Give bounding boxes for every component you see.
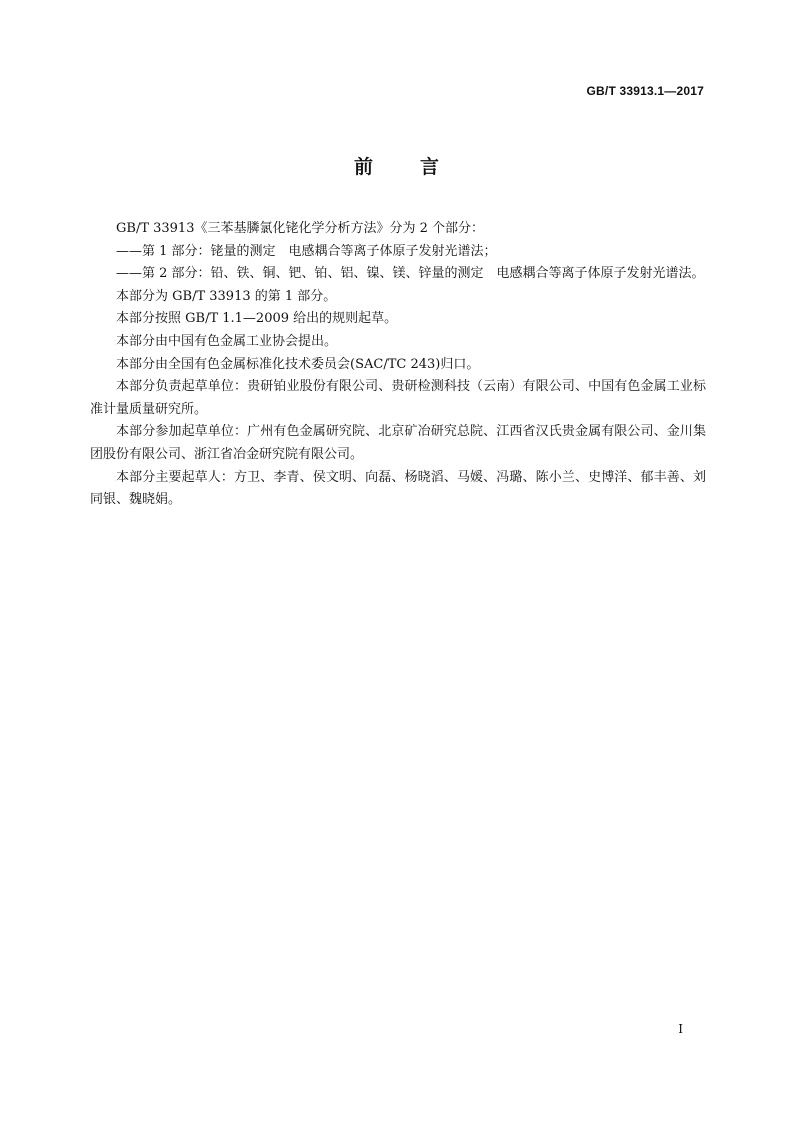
title-char-2: 言 xyxy=(420,156,441,178)
paragraph-drafting-rules: 本部分按照 GB/T 1.1—2009 给出的规则起草。 xyxy=(116,311,398,327)
foreword-body xyxy=(90,218,706,512)
title-char-1: 前 xyxy=(353,156,374,178)
paragraph-proposed-by: 本部分由中国有色金属工业协会提出。 xyxy=(116,333,338,349)
paragraph-this-part: 本部分为 GB/T 33913 的第 1 部分。 xyxy=(116,288,337,304)
paragraph-part-1: ——第 1 部分：铑量的测定 电感耦合等离子体原子发射光谱法； xyxy=(116,243,497,259)
paragraph-part-2: ——第 2 部分：铅、铁、铜、钯、铂、铝、镍、镁、锌量的测定 电感耦合等离子体原子发射光谱法。 xyxy=(116,266,705,282)
page-number: I xyxy=(678,1022,683,1036)
paragraph-centralized-by: 本部分由全国有色金属标准化技术委员会(SAC/TC 243)归口。 xyxy=(116,356,480,372)
paragraph-main-drafters: 本部分主要起草人：方卫、李青、侯文明、向磊、杨晓滔、马媛、冯璐、陈小兰、史博洋、郁丰善、刘同银、魏晓娟。 xyxy=(90,469,706,508)
paragraph-parts-intro: GB/T 33913《三苯基膦氯化铑化学分析方法》分为 2 个部分： xyxy=(116,221,485,236)
page-title xyxy=(0,152,794,179)
standard-number-header: GB/T 33913.1—2017 xyxy=(586,84,704,98)
paragraph-participating-units: 本部分参加起草单位：广州有色金属研究院、北京矿冶研究总院、江西省汉氏贵金属有限公司、金川集团股份有限公司、浙江省冶金研究院有限公司。 xyxy=(90,424,706,462)
paragraph-drafting-units: 本部分负责起草单位：贵研铂业股份有限公司、贵研检测科技（云南）有限公司、中国有色金属工业标准计量质量研究所。 xyxy=(90,379,706,417)
